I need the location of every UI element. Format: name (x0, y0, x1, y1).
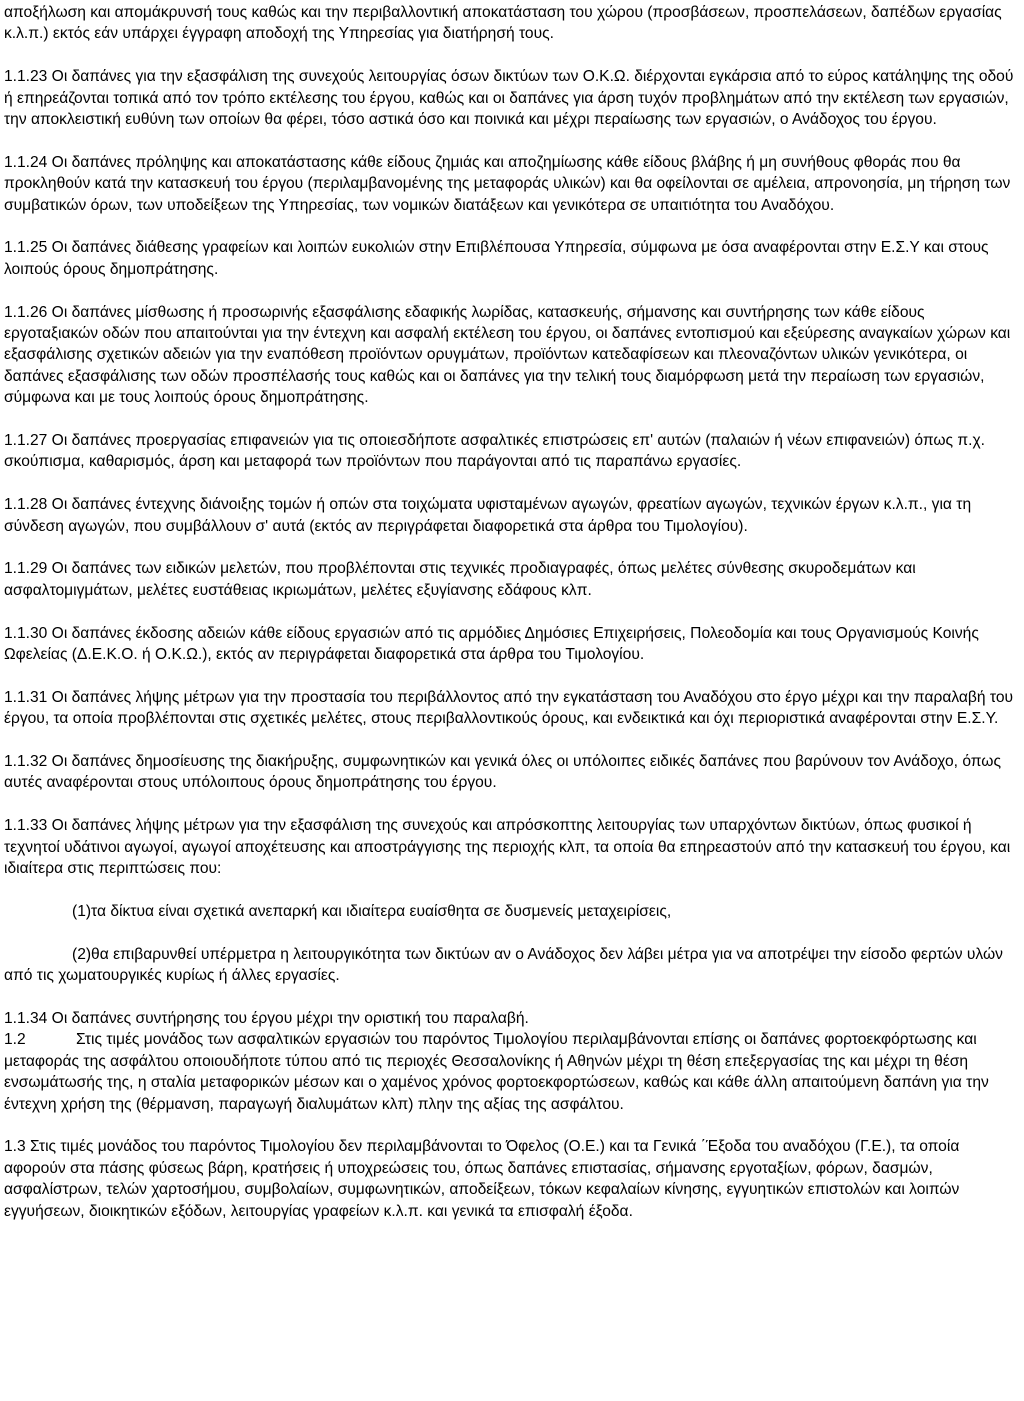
paragraph-1-1-29: 1.1.29 Οι δαπάνες των ειδικών μελετών, που προβλέπονται στις τεχνικές προδιαγραφές, όπως μελέτες σύνθεσης σκυροδεμάτων και ασφαλτομιγμάτων, μελέτες ευστάθειας ικριωμάτων, μελέτες εξυγίανσης εδάφους κλπ. (4, 560, 916, 599)
paragraph-1-1-23: 1.1.23 Οι δαπάνες για την εξασφάλιση της συνεχούς λειτουργίας όσων δικτύων των Ο.Κ.Ω. διέρχονται εγκάρσια από το εύρος κατάληψης της οδού ή επηρεάζονται τοπικά από τον τρόπο εκτέλεσης του έργου, καθώς και οι δαπάνες για άρση τυχόν προβλημάτων από την εκτέλεση των εργασιών, την αποκλειστική ευθύνη των οποίων θα φέρει, τόσο αστικά όσο και ποινικά και μέχρι περαίωσης των εργασιών, ο Ανάδοχος του έργου. (4, 68, 1014, 129)
paragraph-1-2 (4, 1029, 1016, 1115)
paragraph-case-2: (2)θα επιβαρυνθεί υπέρμετρα η λειτουργικότητα των δικτύων αν ο Ανάδοχος δεν λάβει μέτρα για να αποτρέψει την είσοδο φερτών υλών από τις χωματουργικές κυρίως ή άλλες εργασίες. (4, 945, 1003, 985)
paragraph-1-1-34: 1.1.34 Οι δαπάνες συντήρησης του έργου μέχρι την οριστική του παραλαβή. (4, 1009, 529, 1027)
paragraph-1-1-25: 1.1.25 Οι δαπάνες διάθεσης γραφείων και λοιπών ευκολιών στην Επιβλέπουσα Υπηρεσία, σύμφωνα με όσα αναφέρονται στην Ε.Σ.Υ και στους λοιπούς όρους δημοπράτησης. (4, 239, 989, 278)
paragraph-1-1-28: 1.1.28 Οι δαπάνες έντεχνης διάνοιξης τομών ή οπών στα τοιχώματα υφισταμένων αγωγών, φρεατίων αγωγών, τεχνικών έργων κ.λ.π., για τη σύνδεση αγωγών, που συμβάλλουν σ' αυτά (εκτός αν περιγράφεται διαφορετικά στα άρθρα του Τιμολογίου). (4, 496, 972, 535)
paragraph-1-1-24: 1.1.24 Οι δαπάνες πρόληψης και αποκατάστασης κάθε είδους ζημιάς και αποζημίωσης κάθε είδους βλάβης ή μη συνήθους φθοράς που θα προκληθούν κατά την κατασκευή του έργου (περιλαμβανομένης της μεταφοράς υλικών) και θα οφείλονται σε αμέλεια, απρονοησία, μη τήρηση των συμβατικών όρων, των υποδείξεων της Υπηρεσίας, των νομικών διατάξεων και γενικότερα σε υπαιτιότητα του Αναδόχου. (4, 153, 1011, 214)
paragraph-1-1-33: 1.1.33 Οι δαπάνες λήψης μέτρων για την εξασφάλιση της συνεχούς και απρόσκοπτης λειτουργίας των υπαρχόντων δικτύων, όπως φυσικοί ή τεχνητοί υδάτινοι αγωγοί, αγωγοί αποχέτευσης και αποστράγγισης της περιοχής κλπ, τα οποία θα επηρεαστούν από την κατασκευή του έργου, και ιδιαίτερα στις περιπτώσεις που: (4, 817, 1011, 878)
paragraph-1-1-32: 1.1.32 Οι δαπάνες δημοσίευσης της διακήρυξης, συμφωνητικών και γενικά όλες οι υπόλοιπες ειδικές δαπάνες που βαρύνουν τον Ανάδοχο, όπως αυτές αναφέρονται στους υπόλοιπους όρους δημοπράτησης του έργου. (4, 753, 1002, 792)
document-page (4, 2, 1016, 1243)
paragraph-1-1-30: 1.1.30 Οι δαπάνες έκδοσης αδειών κάθε είδους εργασιών από τις αρμόδιες Δημόσιες Επιχειρήσεις, Πολεοδομία και τους Οργανισμούς Κοινής Ωφελείας (Δ.Ε.Κ.Ο. ή Ο.Κ.Ω.), εκτός αν περιγράφεται διαφορετικά στα άρθρα του Τιμολογίου. (4, 624, 979, 664)
paragraph-case-1: (1)τα δίκτυα είναι σχετικά ανεπαρκή και ιδιαίτερα ευαίσθητα σε δυσμενείς μεταχειρίσεις, (72, 902, 672, 920)
paragraph-intro: αποξήλωση και απομάκρυνσή τους καθώς και την περιβαλλοντική αποκατάσταση του χώρου (προσβάσεων, προσπελάσεων, δαπέδων εργασίας κ.λ.π.) εκτός εάν υπάρχει έγγραφη αποδοχή της Υπηρεσίας για διατήρησή τους. (4, 4, 1002, 43)
paragraph-1-1-31: 1.1.31 Οι δαπάνες λήψης μέτρων για την προστασία του περιβάλλοντος από την εγκατάσταση του Αναδόχου στο έργο μέχρι και την παραλαβή του έργου, τα οποία προβλέπονται στις σχετικές μελέτες, στους περιβαλλοντικούς όρους, και ενδεικτικά και όχι περιοριστικά αναφέρονται στην Ε.Σ.Υ. (4, 688, 1014, 728)
paragraph-1-1-26: 1.1.26 Οι δαπάνες μίσθωσης ή προσωρινής εξασφάλισης εδαφικής λωρίδας, κατασκευής, σήμανσης και συντήρησης των κάθε είδους εργοταξιακών οδών που απαιτούνται για την έντεχνη και ασφαλή εκτέλεση του έργου, οι δαπάνες εντοπισμού και εξεύρεσης αναγκαίων χώρων και εξασφάλισης σχετικών αδειών για την εναπόθεση προϊόντων ορυγμάτων, προϊόντων κατεδαφίσεων και πλεοναζόντων υλικών γενικότερα, οι δαπάνες εξασφάλισης των οδών προσπέλασής τους καθώς και οι δαπάνες για την τελική τους διαμόρφωση μετά την περαίωση των εργασιών, σύμφωνα και με τους λοιπούς όρους δημοπράτησης. (4, 303, 1011, 407)
paragraph-1-3: 1.3 Στις τιμές μονάδος του παρόντος Τιμολογίου δεν περιλαμβάνονται το Όφελος (Ο.Ε.) και τα Γενικά ΄Έξοδα του αναδόχου (Γ.Ε.), τα οποία αφορούν στα πάσης φύσεως βάρη, κρατήσεις ή υποχρεώσεις του, όπως δαπάνες επιστασίας, σήμανσης εργοταξίων, φόρων, δασμών, ασφαλίστρων, τελών χαρτοσήμου, συμβολαίων, συμφωνητικών, αποδείξεων, τόκων κεφαλαίων κίνησης, εγγυητικών επιστολών και λοιπών εγγυήσεων, διοικητικών εξόδων, λειτουργίας γραφείων κ.λ.π. και γενικά τα επισφαλή έξοδα. (4, 1138, 960, 1220)
paragraph-1-2-text: Στις τιμές μονάδος των ασφαλτικών εργασιών του παρόντος Τιμολογίου περιλαμβάνονται επίσης οι δαπάνες φορτοεκφόρτωσης και μεταφοράς της ασφάλτου οποιουδήποτε τύπου από τις περιοχές Θεσσαλονίκης ή Αθηνών μέχρι τη θέση επεξεργασίας της και μέχρι τη θέση ενσωμάτωσής της, η σταλία μεταφορικών μέσων και ο χαμένος χρόνος φορτοεκφορτώσεων, καθώς και κάθε άλλη απαιτούμενη δαπάνη για την έντεχνη χρήση της (θέρμανση, παραγωγή διαλυμάτων κλπ) πλην της αξίας της ασφάλτου. (4, 1031, 989, 1113)
paragraph-1-2-number: 1.2 (4, 1031, 26, 1049)
paragraph-1-1-27: 1.1.27 Οι δαπάνες προεργασίας επιφανειών για τις οποιεσδήποτε ασφαλτικές επιστρώσεις επ' αυτών (παλαιών ή νέων επιφανειών) όπως π.χ. σκούπισμα, καθαρισμός, άρση και μεταφορά των προϊόντων που παράγονται από τις παραπάνω εργασίες. (4, 432, 985, 471)
